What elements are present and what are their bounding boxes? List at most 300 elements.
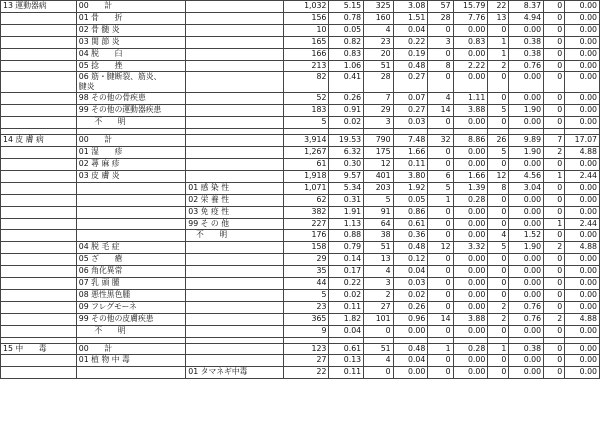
value-cell: 12 [428,242,453,254]
value-cell: 1.90 [509,105,544,117]
value-cell: 0 [544,93,565,105]
table-row [1,313,600,325]
value-cell: 0 [428,24,453,36]
value-cell: 0 [488,117,509,129]
value-cell: 38 [364,230,393,242]
value-cell: 0.00 [565,105,600,117]
value-cell: 0 [544,355,565,367]
category-cell [1,117,77,129]
detail-cell [186,325,284,337]
value-cell: 0 [428,218,453,230]
category-cell: 13 運動器病 [1,1,77,13]
value-cell: 0.00 [565,93,600,105]
detail-cell [186,355,284,367]
value-cell: 5 [284,117,329,129]
detail-cell [186,60,284,72]
value-cell: 19.53 [329,135,364,147]
category-cell: 14 皮 膚 病 [1,135,77,147]
value-cell: 158 [284,242,329,254]
detail-cell [186,117,284,129]
table-row [1,230,600,242]
value-cell: 1 [544,218,565,230]
value-cell: 0.00 [393,367,428,379]
subcategory-cell: 05 ざ 瘡 [76,254,185,266]
value-cell: 8.86 [453,135,488,147]
value-cell: 1 [488,36,509,48]
value-cell: 1,071 [284,182,329,194]
value-cell: 0.00 [453,266,488,278]
value-cell: 7.76 [453,12,488,24]
value-cell: 23 [364,36,393,48]
value-cell: 35 [284,266,329,278]
table-row [1,24,600,36]
value-cell: 0.28 [453,194,488,206]
table-row [1,147,600,159]
value-cell: 2 [488,301,509,313]
value-cell: 0.02 [329,289,364,301]
value-cell: 13 [488,12,509,24]
value-cell: 0 [428,206,453,218]
value-cell: 0 [544,158,565,170]
value-cell: 0 [488,24,509,36]
value-cell: 5 [428,182,453,194]
value-cell: 3 [364,278,393,290]
value-cell: 0 [544,182,565,194]
value-cell: 3.32 [453,242,488,254]
value-cell: 0.00 [565,194,600,206]
value-cell: 0.00 [565,12,600,24]
value-cell: 0 [488,355,509,367]
table-row [1,105,600,117]
value-cell: 27 [284,355,329,367]
value-cell: 0.48 [393,343,428,355]
value-cell: 1.92 [393,182,428,194]
detail-cell [186,105,284,117]
value-cell: 62 [284,194,329,206]
value-cell: 0 [428,158,453,170]
value-cell: 2 [544,147,565,159]
category-cell [1,278,77,290]
subcategory-cell: 07 乳 頭 腫 [76,278,185,290]
value-cell: 0.00 [509,254,544,266]
value-cell: 0 [488,93,509,105]
value-cell: 0 [428,117,453,129]
value-cell: 4 [364,266,393,278]
subcategory-cell: 98 その他の骨疾患 [76,93,185,105]
value-cell: 0.00 [565,230,600,242]
value-cell: 9.89 [509,135,544,147]
detail-cell [186,1,284,13]
value-cell: 3.88 [453,313,488,325]
detail-cell [186,289,284,301]
table-row [1,343,600,355]
value-cell: 0.30 [329,158,364,170]
value-cell: 0.76 [509,301,544,313]
detail-cell [186,24,284,36]
value-cell: 5.15 [329,1,364,13]
category-cell [1,105,77,117]
value-cell: 0.00 [453,367,488,379]
value-cell: 0 [364,367,393,379]
subcategory-cell: 05 捻 挫 [76,60,185,72]
value-cell: 0.00 [509,194,544,206]
value-cell: 29 [364,105,393,117]
value-cell: 1 [488,48,509,60]
table-row [1,254,600,266]
value-cell: 401 [364,170,393,182]
subcategory-cell: 02 蕁 麻 疹 [76,158,185,170]
value-cell: 1 [544,170,565,182]
value-cell: 0.00 [565,289,600,301]
detail-cell: 01 感 染 性 [186,182,284,194]
value-cell: 2 [488,313,509,325]
value-cell: 0.78 [329,12,364,24]
value-cell: 0 [428,48,453,60]
category-cell [1,218,77,230]
value-cell: 51 [364,60,393,72]
subcategory-cell: 06 角化異常 [76,266,185,278]
value-cell: 26 [488,135,509,147]
subcategory-cell: 不 明 [76,117,185,129]
value-cell: 0.28 [453,343,488,355]
subcategory-cell [76,218,185,230]
value-cell: 3,914 [284,135,329,147]
value-cell: 7 [544,135,565,147]
value-cell: 0 [544,206,565,218]
value-cell: 0.00 [565,1,600,13]
value-cell: 0 [544,230,565,242]
category-cell [1,206,77,218]
value-cell: 0 [428,289,453,301]
value-cell: 2 [364,289,393,301]
value-cell: 22 [284,367,329,379]
value-cell: 0.14 [329,254,364,266]
value-cell: 12 [364,158,393,170]
value-cell: 8.37 [509,1,544,13]
value-cell: 0 [488,218,509,230]
value-cell: 0.76 [509,60,544,72]
value-cell: 12 [488,170,509,182]
value-cell: 0 [544,72,565,93]
table-row [1,48,600,60]
value-cell: 91 [364,206,393,218]
value-cell: 382 [284,206,329,218]
subcategory-cell: 01 骨 折 [76,12,185,24]
value-cell: 0.11 [329,301,364,313]
value-cell: 166 [284,48,329,60]
value-cell: 0.61 [393,218,428,230]
value-cell: 0 [544,117,565,129]
detail-cell [186,266,284,278]
value-cell: 0 [544,12,565,24]
detail-cell [186,170,284,182]
subcategory-cell: 03 関 節 炎 [76,36,185,48]
value-cell: 0.05 [393,194,428,206]
value-cell: 0.00 [453,278,488,290]
category-cell [1,72,77,93]
value-cell: 0.00 [453,147,488,159]
value-cell: 0 [428,325,453,337]
value-cell: 1.82 [329,313,364,325]
value-cell: 0.27 [393,72,428,93]
value-cell: 22 [488,1,509,13]
value-cell: 0 [544,24,565,36]
value-cell: 82 [284,72,329,93]
value-cell: 0.96 [393,313,428,325]
category-cell [1,242,77,254]
value-cell: 2.44 [565,218,600,230]
subcategory-cell-continued: 腱炎 [78,82,95,92]
value-cell: 4.88 [565,313,600,325]
value-cell: 0 [488,367,509,379]
value-cell: 0.00 [565,158,600,170]
value-cell: 0.04 [393,355,428,367]
detail-cell [186,72,284,93]
detail-cell [186,12,284,24]
value-cell: 0.76 [509,313,544,325]
value-cell: 0.26 [329,93,364,105]
value-cell: 0.00 [565,278,600,290]
value-cell: 1.39 [453,182,488,194]
subcategory-cell: 08 悪性黒色腫 [76,289,185,301]
value-cell: 13 [364,254,393,266]
detail-cell [186,242,284,254]
category-cell [1,289,77,301]
value-cell: 0.41 [329,72,364,93]
value-cell: 0.38 [509,343,544,355]
value-cell: 0.27 [393,105,428,117]
value-cell: 156 [284,12,329,24]
value-cell: 3.80 [393,170,428,182]
value-cell: 4 [488,230,509,242]
value-cell: 203 [364,182,393,194]
detail-cell [186,93,284,105]
value-cell: 0 [428,147,453,159]
value-cell: 0.38 [509,36,544,48]
value-cell: 3.04 [509,182,544,194]
value-cell: 0.86 [393,206,428,218]
subcategory-cell: 99 その他の運動器疾患 [76,105,185,117]
category-cell: 15 中 毒 [1,343,77,355]
value-cell: 14 [428,313,453,325]
value-cell: 29 [284,254,329,266]
value-cell: 0 [428,254,453,266]
table-row [1,135,600,147]
value-cell: 0.00 [453,289,488,301]
value-cell: 9.57 [329,170,364,182]
subcategory-cell: 02 骨 髄 炎 [76,24,185,36]
value-cell: 9 [284,325,329,337]
value-cell: 0.00 [565,117,600,129]
value-cell: 1 [428,194,453,206]
value-cell: 5 [284,289,329,301]
value-cell: 1 [488,343,509,355]
value-cell: 5.34 [329,182,364,194]
category-cell [1,93,77,105]
value-cell: 160 [364,12,393,24]
value-cell: 8 [428,60,453,72]
table-row [1,289,600,301]
value-cell: 176 [284,230,329,242]
value-cell: 32 [428,135,453,147]
table-row [1,36,600,48]
value-cell: 0.03 [393,117,428,129]
value-cell: 3 [364,117,393,129]
category-cell [1,158,77,170]
table-row [1,170,600,182]
value-cell: 1,918 [284,170,329,182]
value-cell: 1.06 [329,60,364,72]
category-cell [1,24,77,36]
detail-cell: 01 タマネギ中毒 [186,367,284,379]
value-cell: 0.48 [393,60,428,72]
category-cell [1,266,77,278]
value-cell: 1,032 [284,1,329,13]
value-cell: 0.38 [509,48,544,60]
value-cell: 0.31 [329,194,364,206]
table-row [1,325,600,337]
value-cell: 0.12 [393,254,428,266]
value-cell: 0 [544,278,565,290]
subcategory-cell: 09 フレグモーネ [76,301,185,313]
value-cell: 0.00 [509,93,544,105]
value-cell: 51 [364,343,393,355]
category-cell [1,254,77,266]
detail-cell [186,301,284,313]
value-cell: 0 [544,105,565,117]
value-cell: 0.00 [453,117,488,129]
value-cell: 0.04 [329,325,364,337]
table-row [1,206,600,218]
value-cell: 790 [364,135,393,147]
value-cell: 0.17 [329,266,364,278]
value-cell: 0.00 [565,48,600,60]
value-cell: 101 [364,313,393,325]
value-cell: 0.00 [565,355,600,367]
value-cell: 8 [488,182,509,194]
table-body [1,1,600,379]
value-cell: 7 [364,93,393,105]
value-cell: 0.13 [329,355,364,367]
value-cell: 0.00 [509,289,544,301]
value-cell: 0.22 [329,278,364,290]
value-cell: 0.00 [565,36,600,48]
value-cell: 0.00 [453,48,488,60]
table-row [1,60,600,72]
value-cell: 0 [544,301,565,313]
value-cell: 0.00 [453,206,488,218]
value-cell: 0 [544,367,565,379]
value-cell: 1.91 [329,206,364,218]
value-cell: 0 [428,301,453,313]
value-cell: 0 [488,325,509,337]
value-cell: 0.00 [565,254,600,266]
value-cell: 5 [488,242,509,254]
value-cell: 10 [284,24,329,36]
value-cell: 7.48 [393,135,428,147]
value-cell: 4.88 [565,242,600,254]
subcategory-cell [76,194,185,206]
value-cell: 0 [488,72,509,93]
value-cell: 0.00 [565,24,600,36]
value-cell: 0.00 [453,230,488,242]
category-cell [1,301,77,313]
value-cell: 0.00 [565,266,600,278]
subcategory-cell: 04 脱 臼 [76,48,185,60]
subcategory-cell: 00 計 [76,343,185,355]
value-cell: 0.61 [329,343,364,355]
value-cell: 28 [364,72,393,93]
value-cell: 2 [544,242,565,254]
table-row [1,93,600,105]
value-cell: 1,267 [284,147,329,159]
category-cell [1,60,77,72]
value-cell: 0 [488,266,509,278]
category-cell [1,182,77,194]
value-cell: 0.83 [329,48,364,60]
value-cell: 0.00 [509,24,544,36]
category-cell [1,147,77,159]
table-row [1,218,600,230]
detail-cell [186,343,284,355]
subcategory-cell [76,367,185,379]
value-cell: 1.66 [453,170,488,182]
value-cell: 6 [428,170,453,182]
value-cell: 5 [488,147,509,159]
subcategory-cell: 01 植 物 中 毒 [76,355,185,367]
value-cell: 0.82 [329,36,364,48]
value-cell: 0 [544,48,565,60]
detail-cell: 99 そ の 他 [186,218,284,230]
value-cell: 64 [364,218,393,230]
table-row [1,72,600,93]
value-cell: 0.05 [329,24,364,36]
value-cell: 165 [284,36,329,48]
subcategory-cell: 不 明 [76,325,185,337]
value-cell: 0 [544,194,565,206]
value-cell: 0 [544,254,565,266]
table-row [1,194,600,206]
value-cell: 0.36 [393,230,428,242]
value-cell: 0.00 [565,206,600,218]
category-cell [1,325,77,337]
value-cell: 0.19 [393,48,428,60]
value-cell: 0.11 [329,367,364,379]
detail-cell [186,254,284,266]
value-cell: 0.00 [453,72,488,93]
value-cell: 0.00 [453,325,488,337]
value-cell: 6.32 [329,147,364,159]
value-cell: 0.00 [509,266,544,278]
value-cell: 3.88 [453,105,488,117]
detail-cell [186,48,284,60]
value-cell: 5 [364,194,393,206]
value-cell: 123 [284,343,329,355]
value-cell: 0.07 [393,93,428,105]
value-cell: 4 [428,93,453,105]
value-cell: 0.00 [565,72,600,93]
value-cell: 2.44 [565,170,600,182]
value-cell: 1.90 [509,242,544,254]
subcategory-cell [76,230,185,242]
table-row [1,367,600,379]
value-cell: 15.79 [453,1,488,13]
subcategory-cell [76,206,185,218]
value-cell: 44 [284,278,329,290]
value-cell: 0.00 [393,325,428,337]
value-cell: 0 [544,36,565,48]
category-cell [1,313,77,325]
